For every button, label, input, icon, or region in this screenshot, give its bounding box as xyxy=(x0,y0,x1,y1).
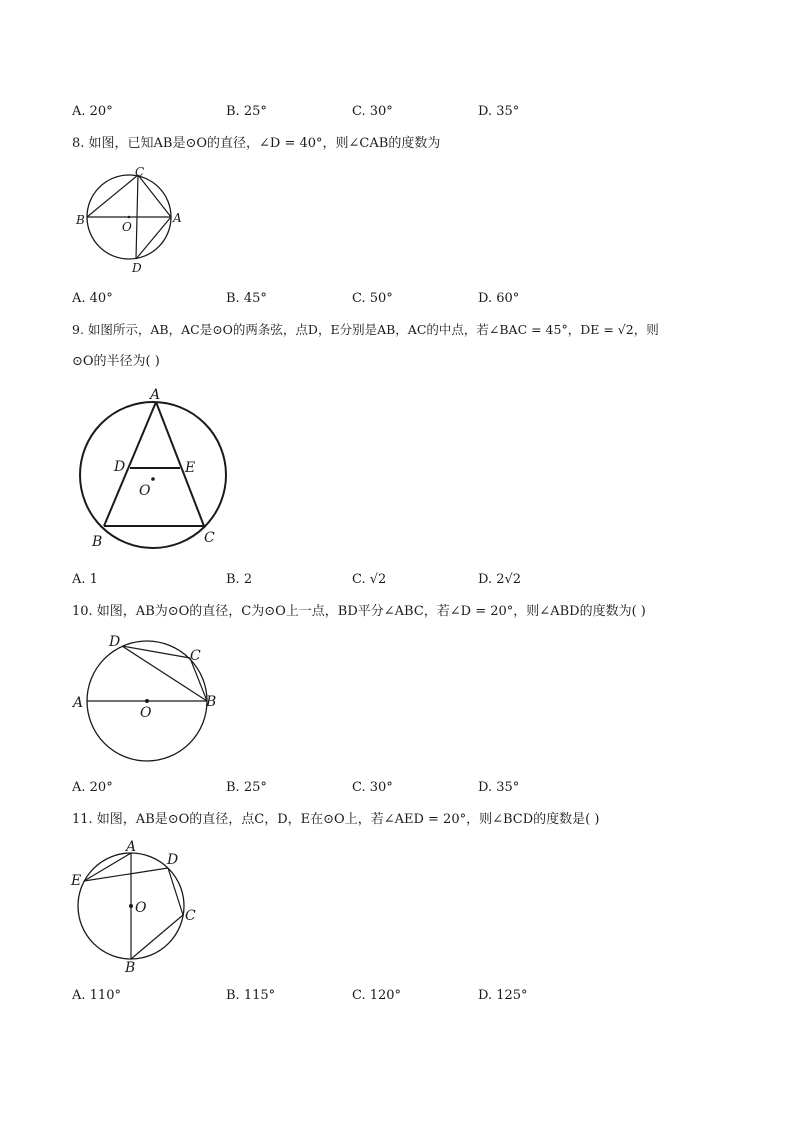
q9-label-o: O xyxy=(139,483,151,499)
q9-label-c: C xyxy=(204,530,215,546)
q10-label-o: O xyxy=(140,705,152,721)
q9-chord-ac xyxy=(156,402,204,526)
q10-figure xyxy=(72,630,222,762)
q11-label-c: C xyxy=(185,908,196,924)
q11-stem: 11. 如图，AB是⊙O的直径，点C，D，E在⊙O上，若∠AED = 20°，则∠BCD的度数是( ) xyxy=(72,812,600,827)
q9-label-b: B xyxy=(92,534,103,550)
q9-option-d[interactable]: D. 2√2 xyxy=(478,572,522,587)
q10-label-a: A xyxy=(73,695,84,711)
q9-label-e: E xyxy=(185,460,196,476)
q10-option-c[interactable]: C. 30° xyxy=(352,780,393,795)
q11-chord-dc xyxy=(168,868,183,915)
q9-option-b[interactable]: B. 2 xyxy=(226,572,253,587)
q8-stem: 8. 如图，已知AB是⊙O的直径，∠D = 40°，则∠CAB的度数为 xyxy=(72,136,441,151)
q8-chord-bc xyxy=(87,175,138,217)
q9-label-d: D xyxy=(114,459,126,475)
q7-option-d[interactable]: D. 35° xyxy=(478,104,520,119)
q10-stem: 10. 如图，AB为⊙O的直径，C为⊙O上一点，BD平分∠ABC，若∠D = 20°，则∠ABD的度数为( ) xyxy=(72,604,646,619)
q9-figure xyxy=(76,384,238,554)
q11-option-d[interactable]: D. 125° xyxy=(478,988,528,1003)
q11-figure xyxy=(68,838,208,978)
q9-label-a: A xyxy=(150,387,161,403)
q8-label-d: D xyxy=(132,261,142,275)
q11-label-o: O xyxy=(135,900,147,916)
q7-option-c[interactable]: C. 30° xyxy=(352,104,393,119)
q11-chord-ed xyxy=(84,868,168,881)
q11-label-b: B xyxy=(125,960,136,976)
q8-figure xyxy=(72,164,192,276)
q8-label-c: C xyxy=(135,165,145,179)
q11-label-d: D xyxy=(167,852,179,868)
q10-option-a[interactable]: A. 20° xyxy=(72,780,113,795)
q7-option-a[interactable]: A. 20° xyxy=(72,104,113,119)
q7-option-b[interactable]: B. 25° xyxy=(226,104,267,119)
q9-center-dot xyxy=(151,477,155,481)
q11-option-c[interactable]: C. 120° xyxy=(352,988,402,1003)
q8-option-d[interactable]: D. 60° xyxy=(478,291,520,306)
q10-label-d: D xyxy=(109,634,121,650)
q8-label-b: B xyxy=(76,213,85,227)
q10-center-dot xyxy=(145,699,149,703)
q11-label-e: E xyxy=(71,873,82,889)
q10-label-c: C xyxy=(190,648,201,664)
q11-option-b[interactable]: B. 115° xyxy=(226,988,276,1003)
q11-center-dot xyxy=(129,904,133,908)
q8-label-a: A xyxy=(173,211,182,225)
q10-chord-cb xyxy=(190,658,207,701)
q9-option-c[interactable]: C. √2 xyxy=(352,572,387,587)
q8-option-b[interactable]: B. 45° xyxy=(226,291,267,306)
q9-stem-line1: 9. 如图所示，AB，AC是⊙O的两条弦，点D，E分别是AB，AC的中点，若∠BAC = 45°，DE = √2，则 xyxy=(72,322,659,337)
q11-option-a[interactable]: A. 110° xyxy=(72,988,121,1003)
q8-label-o: O xyxy=(122,220,132,234)
q9-option-a[interactable]: A. 1 xyxy=(72,572,98,587)
q9-stem-line2: ⊙O的半径为( ) xyxy=(72,354,160,369)
q10-option-b[interactable]: B. 25° xyxy=(226,780,267,795)
q8-option-a[interactable]: A. 40° xyxy=(72,291,113,306)
q8-option-c[interactable]: C. 50° xyxy=(352,291,393,306)
q10-option-d[interactable]: D. 35° xyxy=(478,780,520,795)
q11-label-a: A xyxy=(126,839,137,855)
q10-label-b: B xyxy=(206,694,217,710)
q8-center-dot xyxy=(128,216,131,219)
q9-chord-ab xyxy=(104,402,156,526)
